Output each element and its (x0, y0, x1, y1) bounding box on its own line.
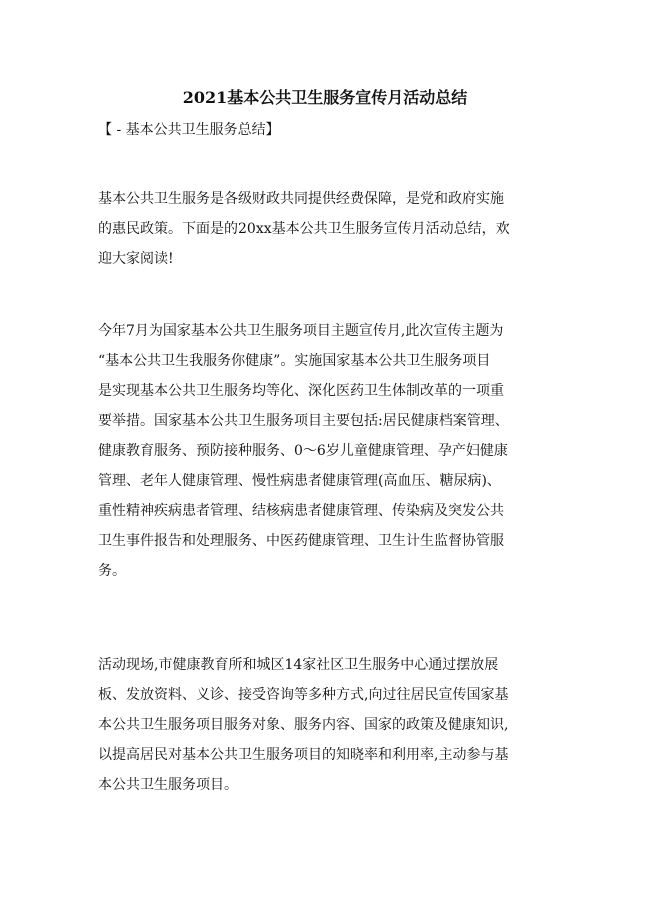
paragraph-line: 基本公共卫生服务是各级财政共同提供经费保障，是党和政府实施 (98, 191, 504, 207)
paragraph-line: 以提高居民对基本公共卫生服务项目的知晓率和利用率,主动参与基 (98, 747, 509, 763)
paragraph-line: 本公共卫生服务项目服务对象、服务内容、国家的政策及健康知识, (98, 717, 509, 733)
paragraph-line: 迎大家阅读! (98, 251, 174, 267)
paragraph-activity (98, 650, 553, 800)
paragraph-line: 是实现基本公共卫生服务均等化、深化医药卫生体制改革的一项重 (98, 383, 504, 399)
paragraph-intro (98, 184, 553, 274)
paragraph-line: 重性精神疾病患者管理、结核病患者健康管理、传染病及突发公共 (98, 503, 504, 519)
paragraph-line: 本公共卫生服务项目。 (98, 777, 238, 793)
paragraph-line: “基本公共卫生我服务你健康”。实施国家基本公共卫生服务项目 (98, 353, 491, 369)
document-subtitle: 【 - 基本公共卫生服务总结】 (98, 122, 280, 138)
paragraph-line: 管理、老年人健康管理、慢性病患者健康管理(高血压、糖尿病)、 (98, 473, 501, 489)
paragraph-line: 务。 (98, 563, 126, 579)
paragraph-line: 健康教育服务、预防接种服务、0～6岁儿童健康管理、孕产妇健康 (98, 443, 508, 459)
document-title: 2021基本公共卫生服务宣传月活动总结 (182, 88, 468, 107)
paragraph-line: 板、发放资料、义诊、接受咨询等多种方式,向过往居民宣传国家基 (98, 687, 509, 703)
paragraph-theme (98, 316, 553, 586)
paragraph-line: 今年7月为国家基本公共卫生服务项目主题宣传月,此次宣传主题为 (98, 323, 504, 339)
paragraph-line: 活动现场,市健康教育所和城区14家社区卫生服务中心通过摆放展 (98, 657, 499, 673)
paragraph-line: 的惠民政策。下面是的20xx基本公共卫生服务宣传月活动总结，欢 (98, 221, 510, 237)
paragraph-line: 卫生事件报告和处理服务、中医药健康管理、卫生计生监督协管服 (98, 533, 504, 549)
paragraph-line: 要举措。国家基本公共卫生服务项目主要包括:居民健康档案管理、 (98, 413, 509, 429)
